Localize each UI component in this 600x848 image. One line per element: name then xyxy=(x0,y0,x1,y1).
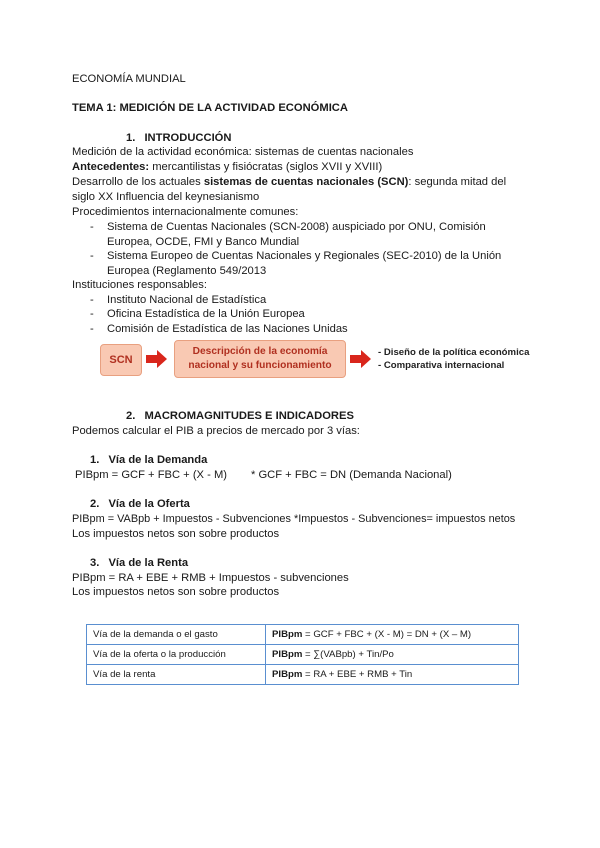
use-item: - Comparativa internacional xyxy=(378,360,505,371)
table-cell-via: Vía de la oferta o la producción xyxy=(87,645,266,665)
table-cell-formula xyxy=(266,645,519,665)
via-title: Vía de la Oferta xyxy=(108,498,190,510)
intro-line: Medición de la actividad económica: sistemas de cuentas nacionales xyxy=(72,146,414,158)
via-oferta-heading xyxy=(90,497,190,511)
list-bullet: - xyxy=(90,294,94,306)
via-title: Vía de la Renta xyxy=(108,557,189,569)
list-bullet: - xyxy=(90,221,94,233)
antecedentes-text: mercantilistas y fisiócratas (siglos XVII y XVIII) xyxy=(149,161,383,173)
description-box xyxy=(174,340,346,378)
list-item: Sistema Europeo de Cuentas Nacionales y Regionales (SEC-2010) de la Unión xyxy=(107,250,502,262)
via-number: 2. xyxy=(90,498,100,510)
table-cell-via: Vía de la demanda o el gasto xyxy=(87,625,266,645)
desarrollo-pre: Desarrollo de los actuales xyxy=(72,176,204,188)
pib-label: PIBpm xyxy=(272,669,303,680)
table-row xyxy=(87,625,519,645)
list-bullet: - xyxy=(90,308,94,320)
pib-label: PIBpm xyxy=(272,629,303,640)
use-item: - Diseño de la política económica xyxy=(378,347,530,358)
list-item: Comisión de Estadística de las Naciones Unidas xyxy=(107,323,348,335)
table-row xyxy=(87,645,519,665)
section2-heading xyxy=(126,409,354,423)
arrow-icon xyxy=(146,350,168,368)
scn-box: SCN xyxy=(100,344,142,376)
instituciones-heading: Instituciones responsables: xyxy=(72,279,207,291)
arrow-icon xyxy=(350,350,372,368)
via-number: 1. xyxy=(90,454,100,466)
table-row xyxy=(87,665,519,685)
topic-title: TEMA 1: MEDICIÓN DE LA ACTIVIDAD ECONÓMICA xyxy=(72,102,348,114)
via-demanda-formula: PIBpm = GCF + FBC + (X - M) xyxy=(75,469,227,481)
section1-number: 1. xyxy=(126,132,136,144)
via-demanda-heading xyxy=(90,453,207,467)
antecedentes-line xyxy=(72,160,382,174)
list-item: Instituto Nacional de Estadística xyxy=(107,294,267,306)
via-oferta-note: Los impuestos netos son sobre productos xyxy=(72,528,280,540)
via-demanda-note: * GCF + FBC = DN (Demanda Nacional) xyxy=(251,469,452,481)
vias-table xyxy=(86,624,519,685)
section1-title: INTRODUCCIÓN xyxy=(144,132,232,144)
pib-label: PIBpm xyxy=(272,649,303,660)
section2-number: 2. xyxy=(126,410,136,422)
via-oferta-formula: PIBpm = VABpb + Impuestos - Subvenciones *Impuestos - Subvenciones= impuestos netos xyxy=(72,513,516,525)
via-renta-heading xyxy=(90,556,188,570)
desc-line2: nacional y su funcionamiento xyxy=(188,360,332,371)
list-bullet: - xyxy=(90,250,94,262)
desarrollo-post: : segunda mitad del xyxy=(408,176,507,188)
procedimientos-heading: Procedimientos internacionalmente comunes: xyxy=(72,206,299,218)
list-bullet: - xyxy=(90,323,94,335)
list-item: Oficina Estadística de la Unión Europea xyxy=(107,308,305,320)
formula-text: = RA + EBE + RMB + Tin xyxy=(302,669,413,680)
section1-heading xyxy=(126,131,231,145)
formula-text: = GCF + FBC + (X - M) = DN + (X – M) xyxy=(302,629,472,640)
list-item-cont: Europea (Reglamento 549/2013 xyxy=(107,265,267,277)
section2-title: MACROMAGNITUDES E INDICADORES xyxy=(144,410,354,422)
section2-intro: Podemos calcular el PIB a precios de mercado por 3 vías: xyxy=(72,425,360,437)
via-renta-formula: PIBpm = RA + EBE + RMB + Impuestos - subvenciones xyxy=(72,572,349,584)
via-title: Vía de la Demanda xyxy=(108,454,208,466)
antecedentes-label: Antecedentes: xyxy=(72,161,150,173)
desarrollo-line2: siglo XX Influencia del keynesianismo xyxy=(72,191,260,203)
via-renta-note: Los impuestos netos son sobre productos xyxy=(72,586,280,598)
desc-line1: Descripción de la economía xyxy=(192,346,328,357)
desarrollo-line xyxy=(72,175,506,189)
list-item-cont: Europea, OCDE, FMI y Banco Mundial xyxy=(107,236,300,248)
course-title: ECONOMÍA MUNDIAL xyxy=(72,73,186,85)
uses-list xyxy=(378,346,529,372)
table-cell-formula xyxy=(266,625,519,645)
formula-text: = ∑(VABpb) + Tin/Po xyxy=(302,649,394,660)
table-cell-via: Vía de la renta xyxy=(87,665,266,685)
desarrollo-bold: sistemas de cuentas nacionales (SCN) xyxy=(203,176,409,188)
table-cell-formula xyxy=(266,665,519,685)
via-number: 3. xyxy=(90,557,100,569)
list-item: Sistema de Cuentas Nacionales (SCN-2008) auspiciado por ONU, Comisión xyxy=(107,221,486,233)
